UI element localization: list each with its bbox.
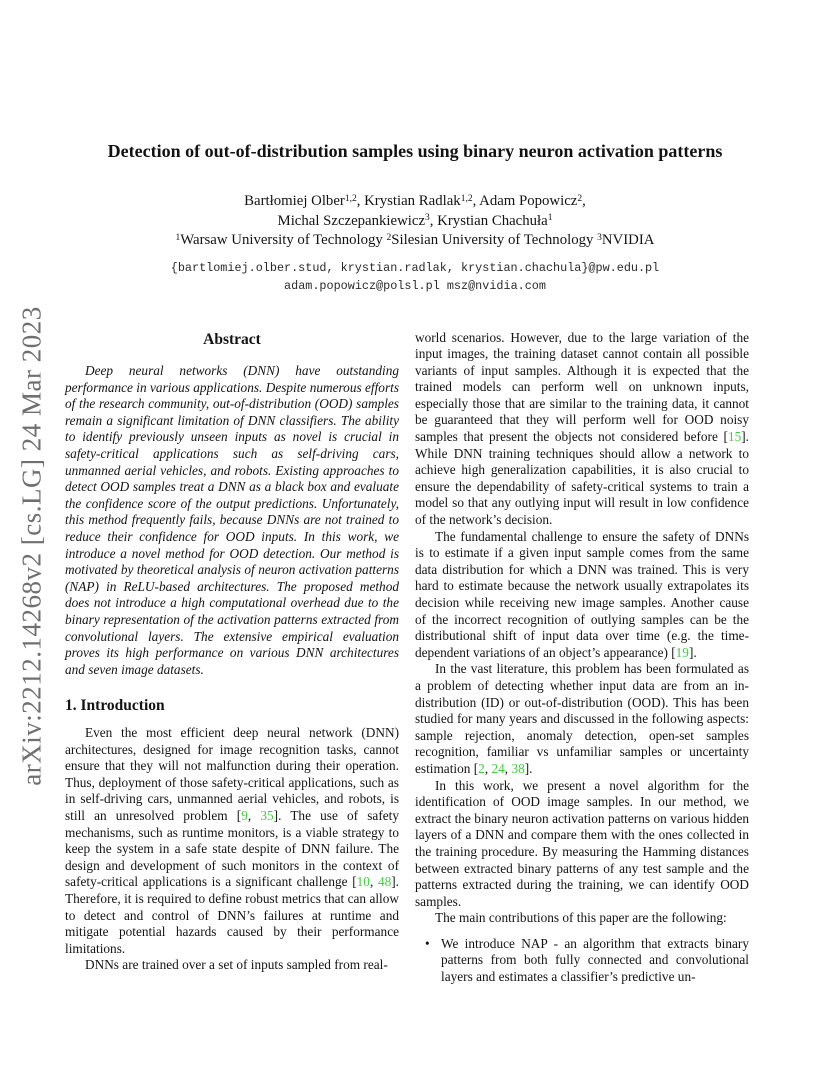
superscript: 2 (577, 193, 583, 204)
superscript: 1,2 (344, 193, 357, 204)
email-block (65, 259, 765, 295)
body-paragraph-3: In the vast literature, this problem has been formulated as a problem of detecting whether input data are from an in-distribution (ID) or out-of-distribution (OOD). This has been studied for many years and discussed in the following aspects: sample rejection, anomaly detection, open-set samples recognition, familiar vs unfamiliar samples or uncertainty estimation [2, 24, 38]. (415, 661, 749, 776)
affiliation-line: $^1$Warsaw University of Technology $^2$Silesian University of Technology $^3$NVIDIA (175, 232, 655, 248)
abstract-paragraph: Deep neural networks (DNN) have outstanding performance in various applications. Despite numerous efforts of the research community, out-of-distribution (OOD) samples remain a significant limitation of DNN classifiers. The ability to identify previously unseen inputs as novel is crucial in safety-critical applications such as self-driving cars, unmanned aerial vehicles, and robots. Existing approaches to detect OOD samples treat a DNN as a black box and evaluate the confidence score of the output predictions. Unfortunately, this method frequently fails, because DNNs are not trained to reduce their confidence for OOD inputs. In this work, we introduce a novel method for OOD detection. Our method is motivated by theoretical analysis of neuron activation patterns (NAP) in ReLU-based architectures. The proposed method does not introduce a high computational overhead due to the binary representation of the activation patterns extracted from convolutional layers. The extensive empirical evaluation proves its high performance on various DNN architectures and seven image datasets. (65, 363, 399, 677)
citation-link[interactable]: 38 (511, 760, 525, 776)
abstract-section (65, 363, 399, 678)
contribution-bullet-text: We introduce NAP - an algorithm that extracts binary patterns from both fully connected and convolutional layers and estimates a classifier’s predictive un- (441, 935, 749, 985)
superscript: 1 (547, 213, 553, 224)
author-line-2: Michal Szczepankiewicz$^3$, Krystian Chachuła$^1$ (277, 212, 553, 229)
abstract-heading: Abstract (203, 330, 261, 348)
citation-link[interactable]: 24 (491, 760, 505, 776)
superscript: 3 (425, 213, 430, 224)
email-line-2: adam.popowicz@polsl.pl msz@nvidia.com (284, 278, 546, 293)
paper-title: Detection of out-of-distribution samples using binary neuron activation patterns (107, 141, 723, 161)
citation-link[interactable]: 2 (478, 760, 485, 776)
citation-link[interactable]: 35 (260, 807, 274, 823)
left-column (65, 330, 399, 986)
section-heading-introduction: 1. Introduction (65, 697, 165, 715)
citation-link[interactable]: 9 (241, 807, 248, 823)
citation-link[interactable]: 19 (675, 644, 689, 660)
author-block (65, 192, 765, 251)
arxiv-watermark: arXiv:2212.14268v2 [cs.LG] 24 Mar 2023 (16, 306, 47, 786)
superscript: 1,2 (460, 193, 473, 204)
citation-link[interactable]: 10 (356, 874, 370, 890)
citation-link[interactable]: 15 (727, 429, 742, 445)
email-line-1: {bartlomiej.olber.stud, krystian.radlak, krystian.chachula}@pw.edu.pl (170, 260, 660, 275)
author-line-1: Bartłomiej Olber$^{1,2}$, Krystian Radlak$^{1,2}$, Adam Popowicz$^2$, (244, 193, 586, 209)
body-paragraph-2: The fundamental challenge to ensure the safety of DNNs is to estimate if a given input sample comes from the same data distribution for which a DNN was trained. This is very hard to estimate because the network usually extrapolates its decision while receiving new image samples. Another cause of the incorrect recognition of outlying samples can be the distributional shift of input data over time (e.g. the time-dependent variations of an object’s appearance) [19]. (415, 528, 749, 660)
body-paragraph-4: In this work, we present a novel algorithm for the identification of OOD image samples. In our method, we extract the binary neuron activation patterns on various hidden layers of a DNN and compare them with the ones collected in the training procedure. By measuring the Hamming distances between extracted binary patterns of any test sample and the patterns extracted during the training, we can identify OOD samples. (415, 777, 749, 909)
body-paragraph-5: The main contributions of this paper are the following: (435, 910, 727, 926)
intro-paragraph-1: Even the most efficient deep neural network (DNN) architectures, designed for image recognition tasks, cannot ensure that they will not malfunction during their operation. Thus, deployment of those safety-critical applications, such as in self-driving cars, unmanned aerial vehicles, and robots, is still an unresolved problem [9, 35]. The use of safety mechanisms, such as runtime monitors, is a viable strategy to keep the system in a safe state despite of DNN failure. The design and development of such monitors in the context of safety-critical applications is a significant challenge [10, 48]. Therefore, it is required to define robust metrics that can allow to detect and control of DNN’s failures at runtime and mitigate potential hazards caused by their performance limitations. (65, 724, 399, 956)
superscript: 2 (386, 232, 392, 243)
citation-link[interactable]: 48 (377, 874, 392, 890)
bullet-icon: • (425, 935, 430, 951)
superscript: 1 (175, 232, 181, 243)
body-paragraph-1: world scenarios. However, due to the large variation of the input images, the training dataset cannot contain all possible variants of input samples. Although it is expected that the trained models can perform well on unknown inputs, especially those that are similar to the training data, it cannot be guaranteed that they will perform well for OOD noisy samples that present the objects not considered before [15]. While DNN training techniques should allow a network to achieve high generalization capabilities, it is also crucial to ensure the dependability of safety-critical systems to train a model so that any outlying input will result in low confidence of the network’s decision. (415, 329, 749, 528)
contribution-bullet-item (415, 936, 749, 986)
two-column-body (65, 330, 765, 986)
right-column (415, 330, 749, 986)
superscript: 3 (597, 232, 602, 243)
intro-paragraph-2: DNNs are trained over a set of inputs sampled from real- (85, 957, 388, 973)
